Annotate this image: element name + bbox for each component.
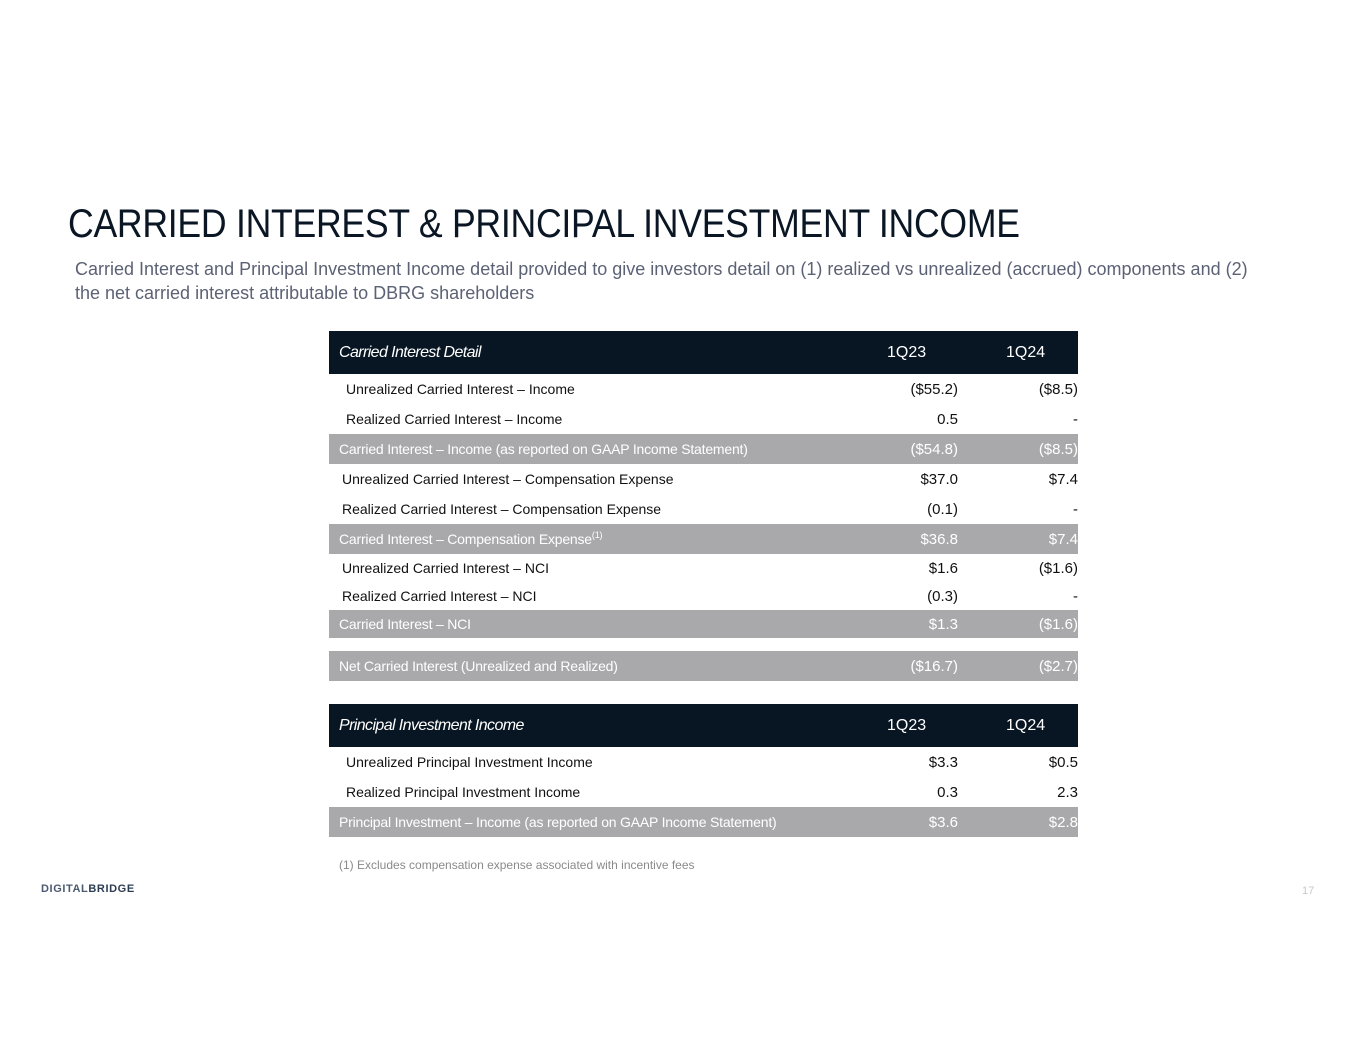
row-label: Realized Carried Interest – Income <box>346 411 563 427</box>
header-col-1q23: 1Q23 <box>840 704 958 747</box>
row-label <box>329 524 840 554</box>
row-label: Unrealized Carried Interest – Income <box>346 381 575 397</box>
row-value-1q24: $2.8 <box>958 807 1078 837</box>
subtotal-row <box>329 524 1078 554</box>
table-row <box>329 747 1078 777</box>
row-value-1q23: 0.5 <box>937 410 958 428</box>
row-label: Unrealized Principal Investment Income <box>346 754 593 770</box>
row-value-1q24: - <box>1073 587 1078 605</box>
row-value-1q23: $3.6 <box>840 807 958 837</box>
row-value-1q23: (0.1) <box>927 500 958 518</box>
header-col-1q24: 1Q24 <box>958 331 1078 374</box>
row-label-text: Carried Interest – Compensation Expense <box>339 531 592 547</box>
subtotal-row <box>329 434 1078 464</box>
row-value-1q23: $1.3 <box>840 610 958 638</box>
row-label: Unrealized Carried Interest – Compensation Expense <box>342 471 674 487</box>
table-row <box>329 777 1078 807</box>
table-row <box>329 404 1078 434</box>
header-label: Principal Investment Income <box>329 704 840 747</box>
row-value-1q24: $7.4 <box>1048 470 1078 488</box>
row-value-1q24: ($2.7) <box>958 651 1078 681</box>
footnote-marker: (1) <box>591 530 603 540</box>
header-col-1q23: 1Q23 <box>840 331 958 374</box>
row-label: Net Carried Interest (Unrealized and Realized) <box>329 651 840 681</box>
row-value-1q24: - <box>1073 500 1078 518</box>
row-value-1q24: - <box>1073 410 1078 428</box>
row-value-1q24: ($1.6) <box>1038 559 1078 577</box>
footnote: (1) Excludes compensation expense associated with incentive fees <box>339 858 695 872</box>
row-label: Principal Investment – Income (as reported on GAAP Income Statement) <box>329 807 840 837</box>
row-label: Carried Interest – NCI <box>329 610 840 638</box>
row-value-1q23: ($55.2) <box>910 380 958 398</box>
row-value-1q23: $37.0 <box>920 470 958 488</box>
digitalbridge-logo <box>41 883 135 895</box>
row-value-1q23: $1.6 <box>928 559 958 577</box>
table-row <box>329 464 1078 494</box>
row-label: Carried Interest – Income (as reported on GAAP Income Statement) <box>329 434 840 464</box>
table-header <box>329 331 1078 374</box>
table-row <box>329 374 1078 404</box>
principal-investment-table <box>329 704 1078 837</box>
row-value-1q24: $7.4 <box>958 524 1078 554</box>
logo-text-bridge: BRIDGE <box>88 883 135 895</box>
table-row <box>329 554 1078 582</box>
row-value-1q23: (0.3) <box>927 587 958 605</box>
row-value-1q24: ($8.5) <box>1038 380 1078 398</box>
header-label: Carried Interest Detail <box>329 331 840 374</box>
table-header <box>329 704 1078 747</box>
row-value-1q24: ($8.5) <box>958 434 1078 464</box>
table-row <box>329 582 1078 610</box>
page-subtitle: Carried Interest and Principal Investment Income detail provided to give investors detail on (1) realized vs unrealized (accrued) components and (2) the net carried interest attributable to DBRG shareholders <box>75 259 1248 303</box>
row-label: Realized Carried Interest – NCI <box>342 588 537 604</box>
subtotal-row <box>329 610 1078 638</box>
row-label: Realized Principal Investment Income <box>346 784 581 800</box>
row-label: Realized Carried Interest – Compensation Expense <box>342 501 662 517</box>
table-row <box>329 494 1078 524</box>
total-row <box>329 807 1078 837</box>
row-spacer <box>329 638 1078 651</box>
carried-interest-table <box>329 331 1078 681</box>
logo-text-digital: DIGITAL <box>41 883 89 895</box>
row-value-1q24: 2.3 <box>1057 783 1078 801</box>
header-col-1q24: 1Q24 <box>958 704 1078 747</box>
row-value-1q23: 0.3 <box>937 783 958 801</box>
row-value-1q23: ($16.7) <box>840 651 958 681</box>
row-value-1q23: $3.3 <box>928 753 958 771</box>
row-value-1q23: ($54.8) <box>840 434 958 464</box>
row-value-1q24: ($1.6) <box>958 610 1078 638</box>
page-number: 17 <box>1302 885 1315 897</box>
row-value-1q24: $0.5 <box>1048 753 1078 771</box>
total-row <box>329 651 1078 681</box>
page-title: CARRIED INTEREST & PRINCIPAL INVESTMENT INCOME <box>68 202 1020 246</box>
row-value-1q23: $36.8 <box>840 524 958 554</box>
row-label: Unrealized Carried Interest – NCI <box>342 560 549 576</box>
